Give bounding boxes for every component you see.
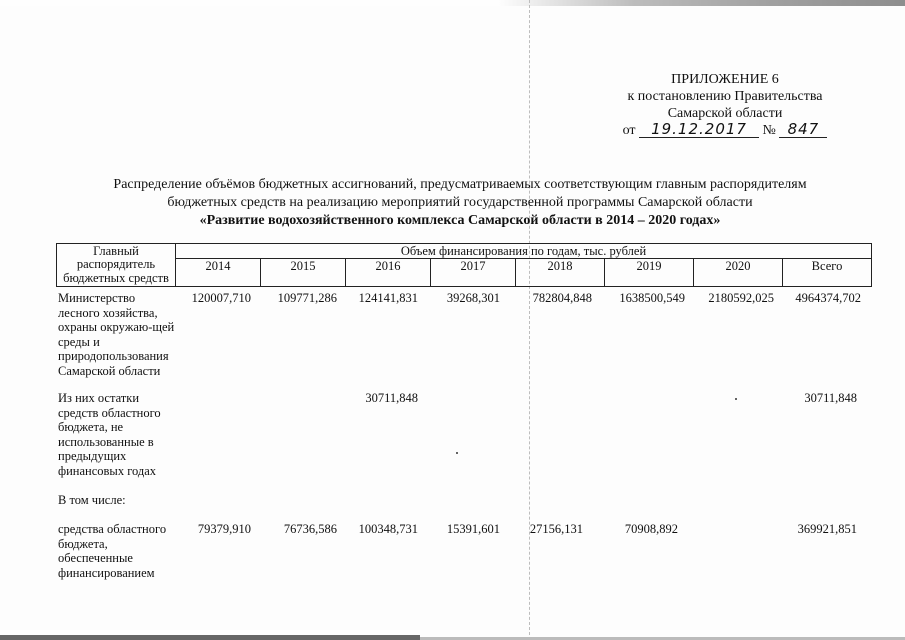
scan-speck (735, 398, 737, 400)
row-ministry-2016: 124141,831 (358, 291, 418, 305)
row-regional-funds-label: средства областного бюджета, обеспеченные финансированием (58, 522, 167, 580)
header-budget-manager: Главный распорядитель бюджетных средств (57, 244, 176, 287)
appendix-number: ПРИЛОЖЕНИЕ 6 (671, 72, 779, 87)
page-fold-line (529, 0, 530, 640)
handwritten-number: 847 (779, 122, 827, 138)
header-year-2014: 2014 (176, 259, 261, 287)
row-remainder-total: 30711,848 (804, 391, 857, 405)
row-ministry-2014: 120007,710 (191, 291, 251, 305)
scan-speck (456, 452, 458, 454)
row-ministry-2018: 782804,848 (532, 291, 592, 305)
row-ministry-2015: 109771,286 (277, 291, 337, 305)
header-year-2020: 2020 (694, 259, 783, 287)
row-regional-funds-total: 369921,851 (797, 522, 857, 536)
row-remainder-2016: 30711,848 (365, 391, 418, 405)
row-regional-funds-2016: 100348,731 (358, 522, 418, 536)
row-regional-funds-2017: 15391,601 (446, 522, 500, 536)
appendix-decree-ref: к постановлению Правительства (627, 89, 823, 104)
row-remainder-label: Из них остатки средств областного бюджета, не использованные в предыдущих финансовых годах (58, 391, 161, 478)
appendix-date-number (600, 122, 850, 139)
header-funding-group: Объем финансирования по годам, тыс. рублей (176, 244, 872, 259)
appendix-region: Самарской области (667, 106, 783, 121)
header-year-2017: 2017 (431, 259, 516, 287)
row-regional-funds-2015: 76736,586 (283, 522, 337, 536)
row-ministry-total: 4964374,702 (795, 291, 861, 305)
row-regional-funds-2014: 79379,910 (197, 522, 251, 536)
header-year-2015: 2015 (261, 259, 346, 287)
appendix-block (600, 71, 850, 139)
row-ministry-2020: 2180592,025 (708, 291, 774, 305)
number-prefix: № (762, 123, 776, 138)
header-year-2018: 2018 (516, 259, 605, 287)
date-prefix: от (622, 123, 636, 138)
title-line-3: «Развитие водохозяйственного комплекса Самарской области в 2014 – 2020 годах» (199, 213, 721, 228)
scan-edge-bottom (0, 635, 420, 640)
header-total: Всего (783, 259, 872, 287)
row-ministry-label: Министерство лесного хозяйства, охраны окружаю-щей среды и природопользования Самарской области (58, 291, 175, 378)
row-ministry-2017: 39268,301 (446, 291, 500, 305)
row-including-label: В том числе: (58, 493, 126, 507)
funding-table-header (56, 243, 872, 287)
header-year-2019: 2019 (605, 259, 694, 287)
title-line-1: Распределение объёмов бюджетных ассигнований, предусматриваемых соответствующим главным распорядителям (113, 177, 807, 192)
document-title (60, 176, 860, 230)
row-regional-funds-2019: 70908,892 (624, 522, 678, 536)
header-year-2016: 2016 (346, 259, 431, 287)
scan-edge-top (0, 0, 905, 6)
row-ministry-2019: 1638500,549 (619, 291, 685, 305)
handwritten-date: 19.12.2017 (639, 122, 759, 138)
title-line-2: бюджетных средств на реализацию мероприятий государственной программы Самарской области (167, 195, 753, 210)
row-regional-funds-2018: 27156,131 (529, 522, 583, 536)
